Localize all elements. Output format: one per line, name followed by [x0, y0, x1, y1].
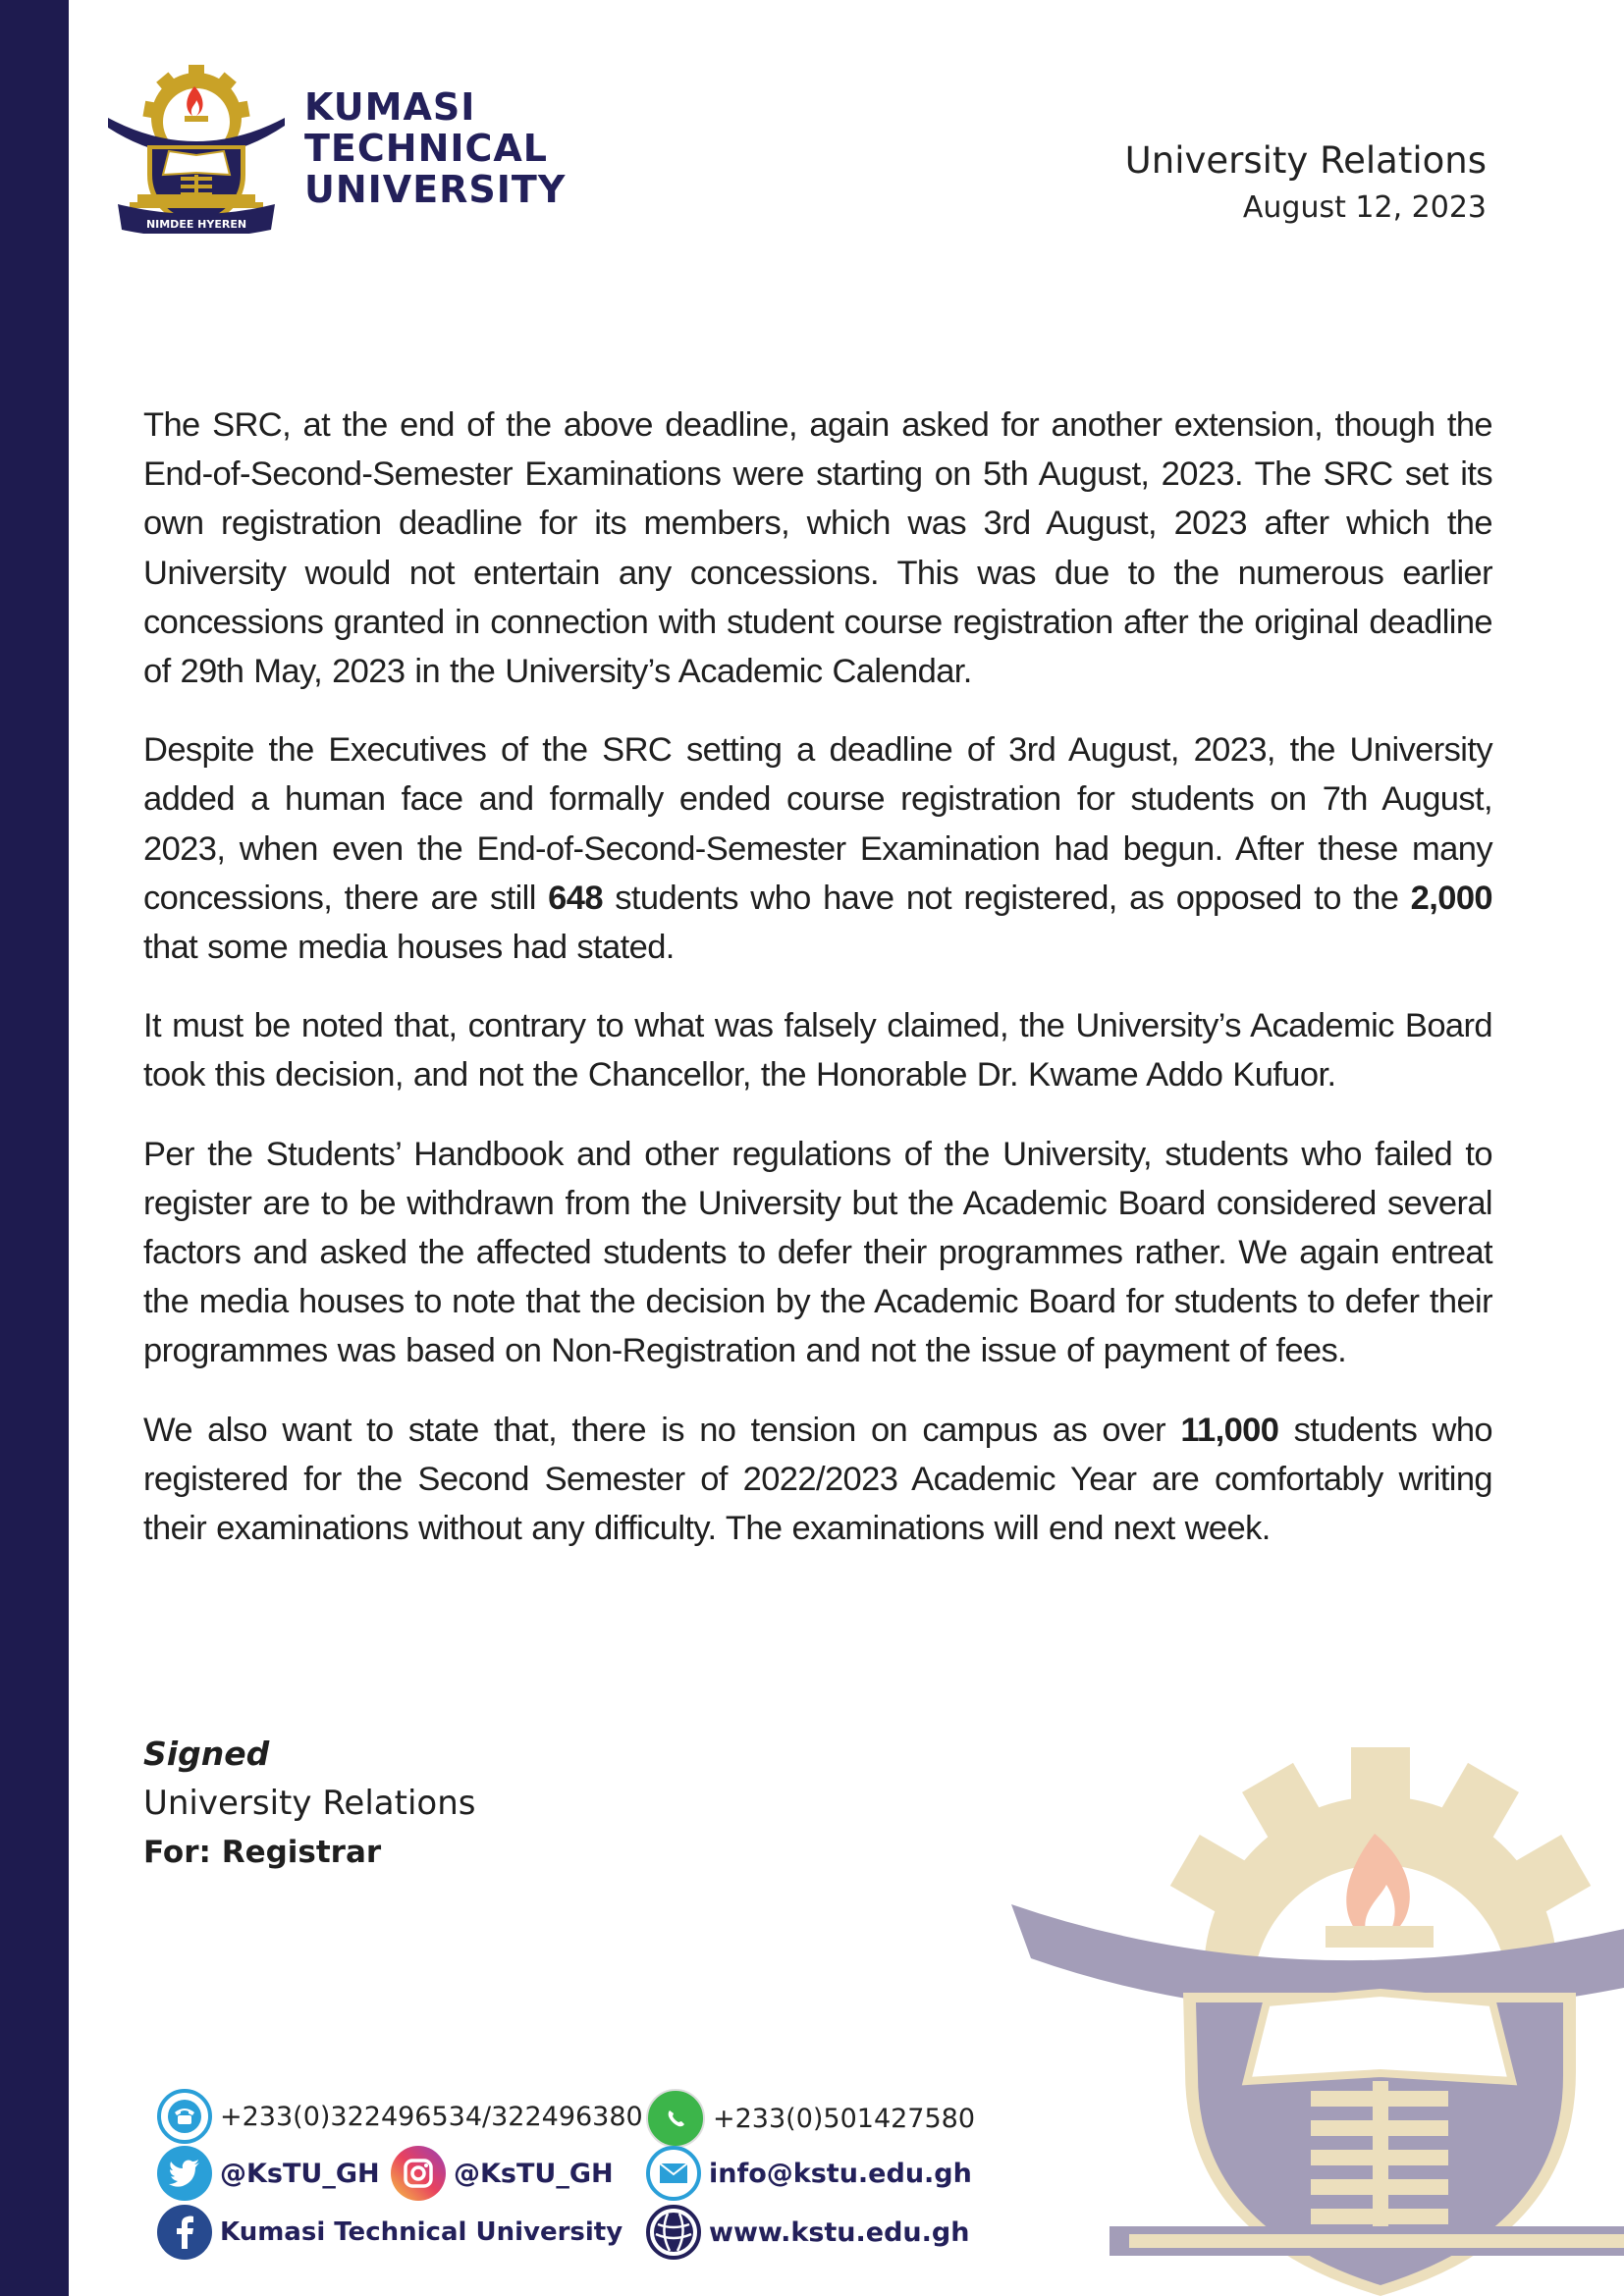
paragraph-2-text-b: students who have not registered, as opposed to the — [602, 879, 1411, 917]
contact-website[interactable] — [646, 2205, 969, 2260]
media-claimed-count: 2,000 — [1410, 879, 1492, 917]
whatsapp-icon — [646, 2089, 705, 2148]
contact-twitter[interactable] — [157, 2146, 380, 2201]
registered-count: 11,000 — [1180, 1411, 1279, 1449]
paragraph-3: It must be noted that, contrary to what was falsely claimed, the University’s Academic Board took this decision, and not the Chancellor, the Honorable Dr. Kwame Addo Kufuor. — [143, 1007, 1492, 1095]
paragraph-2 — [143, 725, 1492, 972]
university-name-line-2: TECHNICAL — [304, 127, 549, 170]
whatsapp-number: +233(0)501427580 — [713, 2103, 976, 2134]
globe-icon — [646, 2205, 701, 2260]
paragraph-5-text-a: We also want to state that, there is no tension on campus as over — [143, 1411, 1181, 1449]
paragraph-2-text-c: that some media houses had stated. — [143, 929, 675, 967]
website-url: www.kstu.edu.gh — [709, 2216, 970, 2248]
university-name — [304, 86, 566, 210]
university-name-line-3: UNIVERSITY — [304, 168, 567, 211]
paragraph-2-text-a: Despite the Executives of the SRC setting a deadline of 3rd August, 2023, the University added a human face and formally ended course registration for students on 7th August, 2023, when even the End-of-Second-Semester Examination had begun. After these many concessions, there are still — [143, 731, 1492, 917]
twitter-icon — [157, 2146, 212, 2201]
letter-body — [143, 400, 1492, 1582]
contact-email[interactable] — [646, 2146, 972, 2201]
signature-for: For: Registrar — [143, 1835, 382, 1870]
contact-phone[interactable] — [157, 2089, 643, 2144]
signature-block — [143, 1730, 475, 1877]
department-title: University Relations — [1124, 139, 1487, 182]
logo-motto: NIMDEE HYEREN — [145, 218, 247, 231]
paragraph-5 — [143, 1406, 1492, 1554]
twitter-handle: @KsTU_GH — [220, 2158, 380, 2189]
paragraph-4: Per the Students’ Handbook and other regulations of the University, students who failed to register are to be withdrawn from the University but the Academic Board considered several factors and asked the affected students to defer their programmes rather. We again entreat the media houses to note that the decision by the Academic Board for students to defer their programmes was based on Non-Registration and not the issue of payment of fees. — [143, 1135, 1492, 1370]
paragraph-5-text-b: students who registered for the Second Semester of 2022/2023 Academic Year are comfortably writing their examinations without any difficulty. The examinations will end next week. — [143, 1411, 1492, 1548]
phone-number: +233(0)322496534/322496380 — [220, 2101, 643, 2132]
instagram-icon — [391, 2146, 446, 2201]
contact-facebook[interactable] — [157, 2205, 623, 2260]
facebook-icon — [157, 2205, 212, 2260]
university-name-line-1: KUMASI — [304, 85, 476, 129]
letter-date: August 12, 2023 — [1242, 190, 1487, 225]
instagram-handle: @KsTU_GH — [454, 2158, 614, 2189]
telephone-icon — [157, 2089, 212, 2144]
letter-heading — [1125, 137, 1487, 225]
university-crest-logo — [98, 57, 295, 234]
signed-label: Signed — [143, 1735, 270, 1773]
email-address: info@kstu.edu.gh — [709, 2158, 972, 2189]
paragraph-1: The SRC, at the end of the above deadline, again asked for another extension, though the End-of-Second-Semester Examinations were starting on 5th August, 2023. The SRC set its own registration deadline for its members, which was 3rd August, 2023 after which the University would not entertain any concessions. This was due to the numerous earlier concessions granted in connection with student course registration after the original deadline of 29th May, 2023 in the University’s Academic Calendar. — [143, 406, 1492, 691]
watermark-crest-icon — [1001, 1747, 1624, 2296]
unregistered-count: 648 — [548, 879, 603, 917]
contact-whatsapp[interactable] — [646, 2089, 975, 2148]
left-brand-bar — [0, 0, 69, 2296]
email-icon — [646, 2146, 701, 2201]
facebook-page: Kumasi Technical University — [220, 2217, 623, 2247]
contact-instagram[interactable] — [391, 2146, 614, 2201]
signature-department: University Relations — [143, 1784, 476, 1823]
